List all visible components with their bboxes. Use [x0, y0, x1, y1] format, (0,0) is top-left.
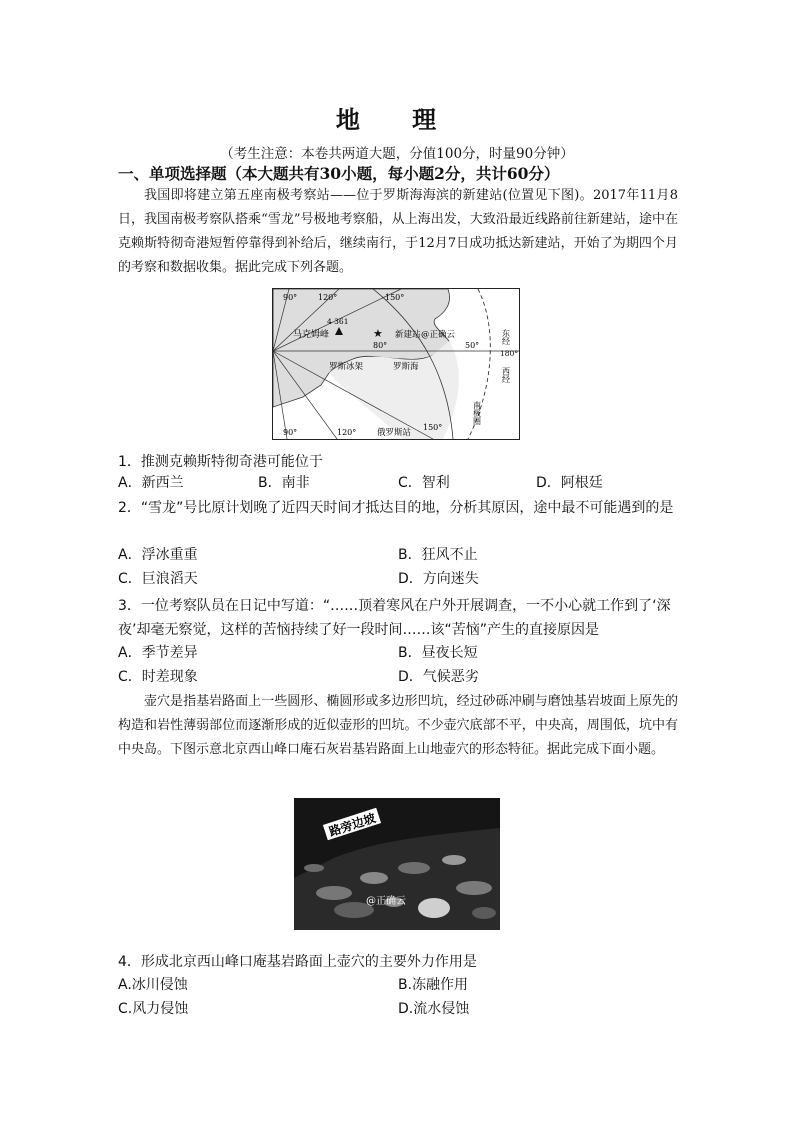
question-4-stem: 4．形成北京西山峰口庵基岩路面上壶穴的主要外力作用是: [118, 954, 477, 970]
passage-antarctic: 我国即将建立第五座南极考察站——位于罗斯海海滨的新建站(位置见下图)。2017年11月8日，我国南极考察队搭乘“雪龙”号极地考察船，从上海出发，大致沿最近线路前往新建站，途中在克赖斯特彻奇港短暂停靠得到补给后，继续南行，于12月7日成功抵达新建站，开始了为期四个月的考察和数据收集。据此完成下列各题。: [118, 188, 678, 275]
map-label-lon120-top: 120°: [318, 293, 338, 302]
q1-option-c[interactable]: C．智利: [398, 475, 450, 491]
question-2-options-row1: [118, 544, 678, 568]
question-1: [118, 450, 678, 474]
q4-option-b[interactable]: B.冻融作用: [398, 977, 469, 993]
q1-option-b[interactable]: B．南非: [258, 475, 310, 491]
station-star: ★: [373, 327, 383, 340]
question-2-options-row2: [118, 568, 678, 592]
question-4-options-row2: [118, 998, 678, 1022]
question-2: [118, 496, 678, 520]
question-4-options-row1: [118, 974, 678, 998]
map-label-ross-sea: 罗斯海: [393, 362, 419, 372]
exam-notice: （考生注意：本卷共两道大题，分值100分，时量90分钟）: [220, 146, 574, 162]
map-label-west-lon: 西经: [501, 367, 511, 383]
map-label-lon150-bottom: 150°: [423, 423, 443, 432]
central-island: [418, 898, 450, 918]
map-label-lat80: 80°: [373, 341, 388, 350]
map-label-lat50: 50°: [465, 341, 480, 350]
map-label-east-lon: 东经: [501, 329, 511, 345]
pothole-photo-figure: [294, 798, 500, 930]
question-3-stem: 3．一位考察队员在日记中写道：“……顶着寒风在户外开展调查，一不小心就工作到了‘深夜’却毫无察觉，这样的苦恼持续了好一段时间……该“苦恼”产生的直接原因是: [118, 598, 671, 638]
q2-option-c[interactable]: C．巨浪滔天: [118, 571, 198, 587]
map-label-peak-height: 4 361: [327, 317, 349, 326]
question-3-options-row1: [118, 642, 678, 666]
rock-8: [304, 864, 324, 872]
map-label-antarctic-circle: 南极圈: [472, 401, 482, 425]
map-label-lon180: 180°: [500, 349, 519, 358]
rock-1: [316, 886, 352, 900]
rock-6: [456, 881, 492, 895]
question-3: [118, 594, 678, 642]
q3-option-d[interactable]: D．气候恶劣: [398, 669, 479, 685]
map-label-russian-station: 俄罗斯站: [377, 428, 412, 438]
question-2-stem: 2．“雪龙”号比原计划晚了近四天时间才抵达目的地，分析其原因，途中最不可能遇到的是: [118, 500, 674, 516]
q4-option-c[interactable]: C.风力侵蚀: [118, 1001, 189, 1017]
photo-watermark: @正确云: [366, 896, 406, 907]
question-3-options-row2: [118, 666, 678, 690]
map-label-lon90-top: 90°: [283, 293, 298, 302]
q3-option-a[interactable]: A．季节差异: [118, 645, 198, 661]
question-1-stem: 1．推测克赖斯特彻奇港可能位于: [118, 454, 323, 470]
map-label-lon90-bottom: 90°: [283, 428, 298, 437]
map-label-peak-name: 马克姆峰: [293, 330, 330, 340]
passage-pothole: 壶穴是指基岩路面上一些圆形、椭圆形或多边形凹坑，经过砂砾冲刷与磨蚀基岩坡面上原先的构造和岩性薄弱部位而逐渐形成的近似壶形的凹坑。不少壶穴底部不平，中央高，周围低，坑中有中央岛。下图示意北京西山峰口庵石灰岩基岩路面上山地壶穴的形态特征。据此完成下面小题。: [118, 694, 678, 757]
question-4: [118, 950, 678, 974]
rock-9: [472, 907, 496, 919]
map-label-lon120-bottom: 120°: [337, 428, 357, 437]
rock-3: [398, 862, 430, 874]
photo-label: 路旁边坡: [327, 810, 378, 840]
q2-option-d[interactable]: D．方向迷失: [398, 571, 479, 587]
page-title: 地 理: [335, 105, 459, 134]
q2-option-a[interactable]: A．浮冰重重: [118, 547, 198, 563]
q2-option-b[interactable]: B．狂风不止: [398, 547, 478, 563]
map-label-ross-ice: 罗斯冰架: [329, 362, 364, 372]
q1-option-a[interactable]: A．新西兰: [118, 475, 184, 491]
q3-option-c[interactable]: C．时差现象: [118, 669, 198, 685]
map-watermark: @正确云: [421, 330, 456, 340]
question-1-options: [118, 472, 678, 496]
section-heading: 一、单项选择题（本大题共有30小题，每小题2分，共计60分）: [118, 164, 560, 183]
q3-option-b[interactable]: B．昼夜长短: [398, 645, 478, 661]
map-label-station: 新建站: [395, 330, 421, 340]
antarctic-map-figure: [272, 288, 520, 440]
q4-option-a[interactable]: A.冰川侵蚀: [118, 977, 188, 993]
q4-option-d[interactable]: D.流水侵蚀: [398, 1001, 470, 1017]
rock-4: [442, 855, 466, 865]
q1-option-d[interactable]: D．阿根廷: [536, 475, 603, 491]
map-label-lon150-top: 150°: [385, 293, 405, 302]
rock-2: [360, 872, 388, 884]
